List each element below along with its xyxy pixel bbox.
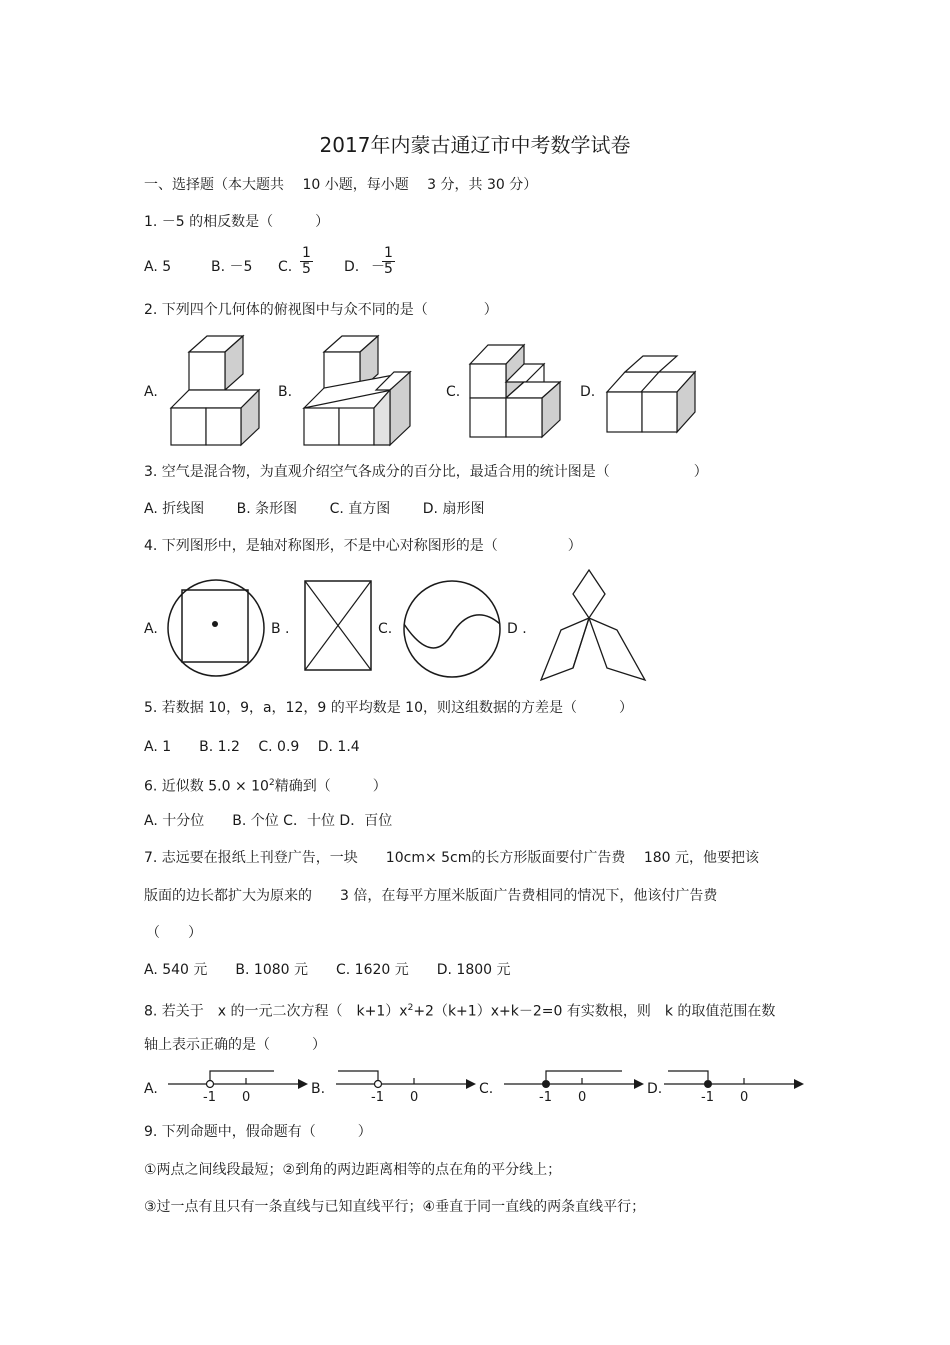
tick-label-neg-one: -1 — [539, 1090, 552, 1105]
q5-options: A. 1 B. 1.2 C. 0.9 D. 1.4 — [144, 739, 360, 755]
q5-stem: 5. 若数据 10，9，a，12，9 的平均数是 10，则这组数据的方差是（ ） — [144, 700, 633, 716]
q6-stem-tail: 精确到（ ） — [274, 778, 387, 795]
q8-label-d: D. — [647, 1081, 663, 1097]
fraction-denominator: 5 — [384, 261, 393, 277]
tick-label-zero: 0 — [242, 1090, 251, 1105]
number-line-b — [336, 1068, 478, 1104]
q4-label-b: B . — [271, 621, 290, 637]
rectangle-cross-figure — [304, 580, 374, 672]
fraction-denominator: 5 — [302, 261, 311, 277]
q7-line-3: （ ） — [146, 925, 202, 941]
q1-option-a: A. 5 — [144, 259, 172, 275]
q6-stem — [144, 774, 387, 796]
q7-options: A. 540 元 B. 1080 元 C. 1620 元 D. 1800 元 — [144, 962, 511, 978]
q6-options: A. 十分位 B. 个位 C．十位 D．百位 — [144, 813, 393, 829]
solid-b-figure — [300, 332, 415, 447]
number-line-d — [664, 1068, 806, 1104]
q3-stem: 3. 空气是混合物，为直观介绍空气各成分的百分比，最适合用的统计图是（ ） — [144, 464, 708, 480]
q4-label-a: A. — [144, 621, 158, 637]
q8-line-1-text: 8. 若关于 x 的一元二次方程（ k+1）x — [144, 1003, 408, 1020]
q8-line-2: 轴上表示正确的是（ ） — [144, 1037, 326, 1053]
q8-exponent: 2 — [407, 1003, 414, 1013]
q1-option-d-sign: － — [371, 259, 385, 275]
q9-stem: 9. 下列命题中，假命题有（ ） — [144, 1124, 372, 1140]
q2-stem: 2. 下列四个几何体的俯视图中与众不同的是（ ） — [144, 302, 498, 318]
q9-line-1: ①两点之间线段最短；②到角的两边距离相等的点在角的平分线上； — [144, 1162, 562, 1178]
solid-c-figure — [468, 340, 568, 440]
tick-label-neg-one: -1 — [203, 1090, 216, 1105]
q8-label-a: A. — [144, 1081, 158, 1097]
q2-label-a: A. — [144, 384, 158, 400]
q1-option-c-fraction — [300, 246, 313, 277]
solid-d-figure — [603, 352, 703, 437]
q9-line-2: ③过一点有且只有一条直线与已知直线平行；④垂直于同一直线的两条直线平行； — [144, 1199, 646, 1215]
number-line-c — [504, 1068, 646, 1104]
q1-option-c-label: C. — [278, 259, 293, 275]
q8-line-1 — [144, 999, 775, 1021]
q7-line-1: 7. 志远要在报纸上刊登广告，一块 10cm× 5cm的长方形版面要付广告费 180 元，他要把该 — [144, 850, 759, 866]
three-rhombus-figure — [535, 566, 650, 684]
q3-options: A. 折线图 B. 条形图 C. 直方图 D. 扇形图 — [144, 501, 485, 517]
paper-title: 2017年内蒙古通辽市中考数学试卷 — [319, 133, 631, 157]
q4-label-d: D . — [507, 621, 527, 637]
q2-label-c: C. — [446, 384, 461, 400]
tick-label-zero: 0 — [740, 1090, 749, 1105]
q4-stem: 4. 下列图形中，是轴对称图形，不是中心对称图形的是（ ） — [144, 538, 582, 554]
solid-a-figure — [165, 332, 275, 447]
q6-stem-text: 6. 近似数 5.0 × 10 — [144, 778, 269, 795]
q8-label-c: C. — [479, 1081, 494, 1097]
circle-square-figure — [166, 578, 266, 678]
fraction-numerator: 1 — [302, 245, 311, 261]
number-line-a — [168, 1068, 310, 1104]
q1-option-d-label: D. — [344, 259, 360, 275]
q2-label-d: D. — [580, 384, 596, 400]
tick-label-neg-one: -1 — [701, 1090, 714, 1105]
q2-label-b: B. — [278, 384, 293, 400]
circle-wave-figure — [402, 580, 502, 678]
tick-label-zero: 0 — [578, 1090, 587, 1105]
q8-label-b: B. — [311, 1081, 326, 1097]
tick-label-zero: 0 — [410, 1090, 419, 1105]
fraction-numerator: 1 — [384, 245, 393, 261]
q1-stem: 1. －5 的相反数是（ ） — [144, 214, 330, 230]
q7-line-2: 版面的边长都扩大为原来的 3 倍，在每平方厘米版面广告费相同的情况下，他该付广告费 — [144, 888, 718, 904]
q1-option-b: B. －5 — [211, 259, 253, 275]
q1-option-d-fraction — [382, 246, 395, 277]
q8-line-1-tail: +2（k+1）x+k－2=0 有实数根，则 k 的取值范围在数 — [413, 1003, 776, 1020]
tick-label-neg-one: -1 — [371, 1090, 384, 1105]
section-heading: 一、选择题（本大题共 10 小题，每小题 3 分，共 30 分） — [144, 177, 538, 193]
q6-exponent: 2 — [268, 778, 275, 788]
q4-label-c: C. — [378, 621, 393, 637]
